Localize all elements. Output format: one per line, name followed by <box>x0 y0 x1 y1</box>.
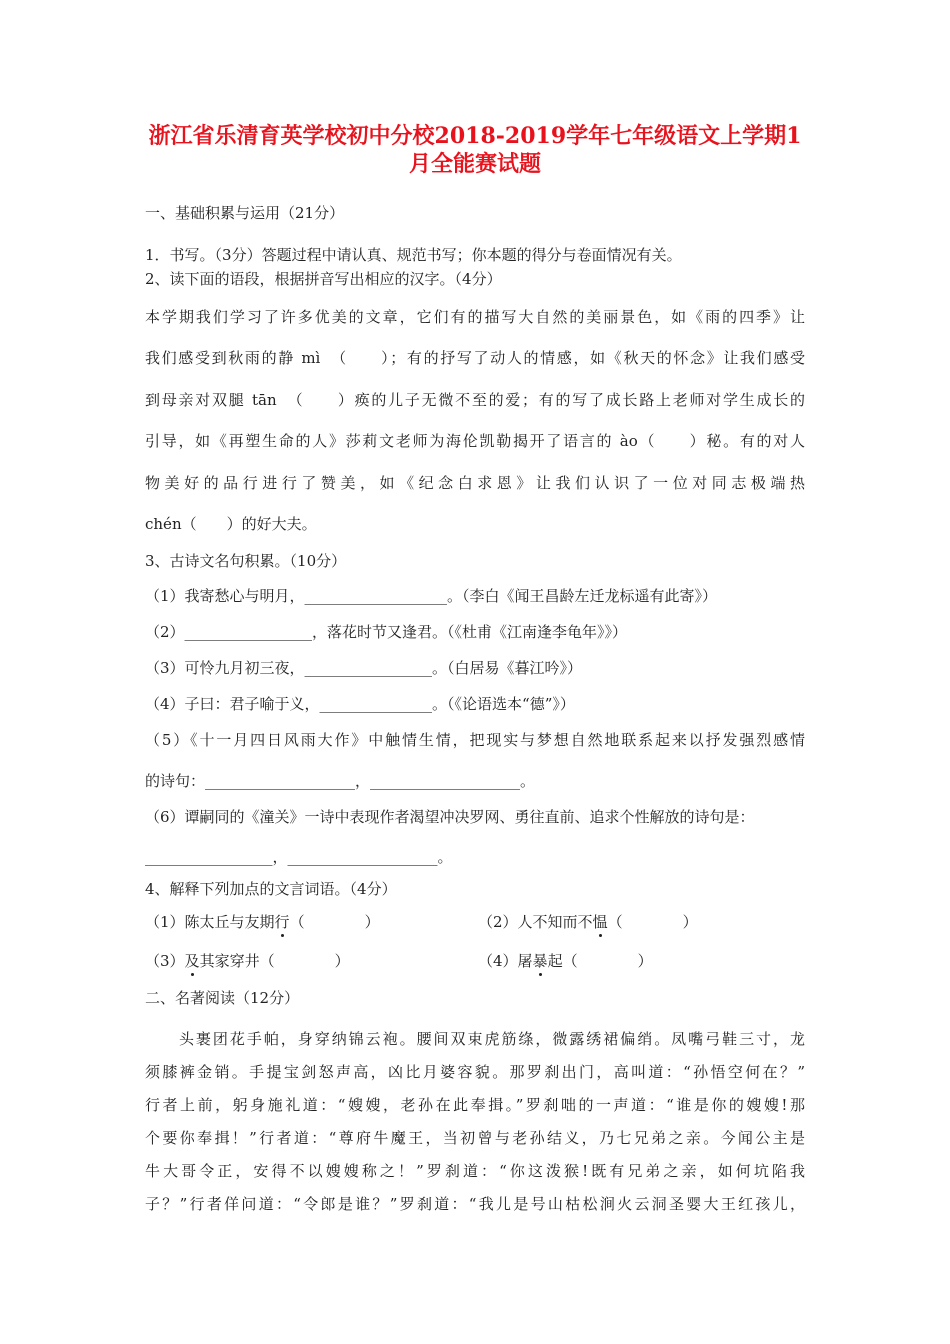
poem-item: （6）谭嗣同的《潼关》一诗中表现作者渴望冲决罗网、勇往直前、追求个性解放的诗句是： <box>145 808 755 826</box>
q4-row-1 <box>145 911 805 932</box>
poem-item: （1）我寄愁心与明月，___________________。（李白《闻王昌龄左迁龙标遥有此寄》） <box>145 587 718 605</box>
dotted-word: 及 <box>184 952 200 970</box>
q4-item-1: （1）陈太丘与友期行（ ） <box>145 913 380 931</box>
passage-line: 须膝裤金销。手提宝剑怒声高，凶比月婆容貌。那罗刹出门，高叫道：“孙悟空何在？” <box>145 1063 805 1081</box>
dotted-word: 行 <box>274 913 290 931</box>
poem-item: （2）_________________，落花时节又逢君。（《杜甫《江南逢李龟年》》） <box>145 623 628 641</box>
exam-title-line1: 浙江省乐清育英学校初中分校2018-2019学年七年级语文上学期1 <box>148 123 802 149</box>
q2-paragraph-line: 本学期我们学习了许多优美的文章，它们有的描写大自然的美丽景色，如《雨的四季》让 <box>145 308 805 326</box>
passage-line: 个要你奉揖！”行者道：“尊府牛魔王，当初曾与老孙结义，乃七兄弟之亲。今闻公主是 <box>145 1129 805 1147</box>
passage-line: 行者上前，躬身施礼道：“嫂嫂，老孙在此奉揖。”罗刹咄的一声道：“谁是你的嫂嫂!那 <box>145 1096 805 1114</box>
section-heading-basics: 一、基础积累与运用（21分） <box>145 204 345 222</box>
question-4-heading: 4、解释下列加点的文言词语。（4分） <box>145 880 397 898</box>
passage-line: 牛大哥令正，安得不以嫂嫂称之！”罗刹道：“你这泼猴!既有兄弟之亲，如何坑陷我 <box>145 1162 805 1180</box>
q2-paragraph-line: 引导，如《再塑生命的人》莎莉文老师为海伦凯勒揭开了语言的 ào（ ）秘。有的对人 <box>145 432 805 450</box>
question-3-heading: 3、古诗文名句积累。（10分） <box>145 552 347 570</box>
q4-row-2 <box>145 950 805 971</box>
question-1: 1．书写。（3分）答题过程中请认真、规范书写；你本题的得分与卷面情况有关。 <box>145 246 682 264</box>
q2-paragraph-line: 物美好的品行进行了赞美，如《纪念白求恩》让我们认识了一位对同志极端热 <box>145 474 805 492</box>
poem-item: 的诗句：____________________，____________________。 <box>145 772 536 790</box>
poem-item: （4）子曰：君子喻于义，_______________。（《论语选本“德”》） <box>145 695 575 713</box>
exam-title-line2: 月全能赛试题 <box>408 151 541 177</box>
poem-item: （3）可怜九月初三夜，_________________。（白居易《暮江吟》） <box>145 659 583 677</box>
q4-item-2: （2）人不知而不愠（ ） <box>478 913 698 931</box>
section-heading-classics: 二、名著阅读（12分） <box>145 989 300 1007</box>
passage-line: 子？”行者佯问道：“令郎是谁？”罗刹道：“我儿是号山枯松涧火云洞圣婴大王红孩儿， <box>145 1195 805 1213</box>
q2-paragraph-line: 到母亲对双腿 tān （ ）痪的儿子无微不至的爱；有的写了成长路上老师对学生成长的 <box>145 391 805 409</box>
passage-line: 头裹团花手帕，身穿纳锦云袍。腰间双束虎筋绦，微露绣裙偏绡。凤嘴弓鞋三寸，龙 <box>145 1030 805 1048</box>
q2-paragraph-line: 我们感受到秋雨的静 mì （ ）；有的抒写了动人的情感，如《秋天的怀念》让我们感受 <box>145 349 805 367</box>
dotted-word: 暴 <box>532 952 548 970</box>
q4-item-3: （3）及其家穿井（ ） <box>145 952 350 970</box>
dotted-word: 愠 <box>592 913 608 931</box>
question-2-heading: 2、读下面的语段，根据拼音写出相应的汉字。（4分） <box>145 270 502 288</box>
q2-paragraph-line: chén（ ）的好大夫。 <box>145 515 317 533</box>
poem-item: （5）《十一月四日风雨大作》中触情生情，把现实与梦想自然地联系起来以抒发强烈感情 <box>145 731 805 749</box>
q4-item-4: （4）屠暴起（ ） <box>478 952 653 970</box>
poem-item: _________________，____________________。 <box>145 848 453 866</box>
